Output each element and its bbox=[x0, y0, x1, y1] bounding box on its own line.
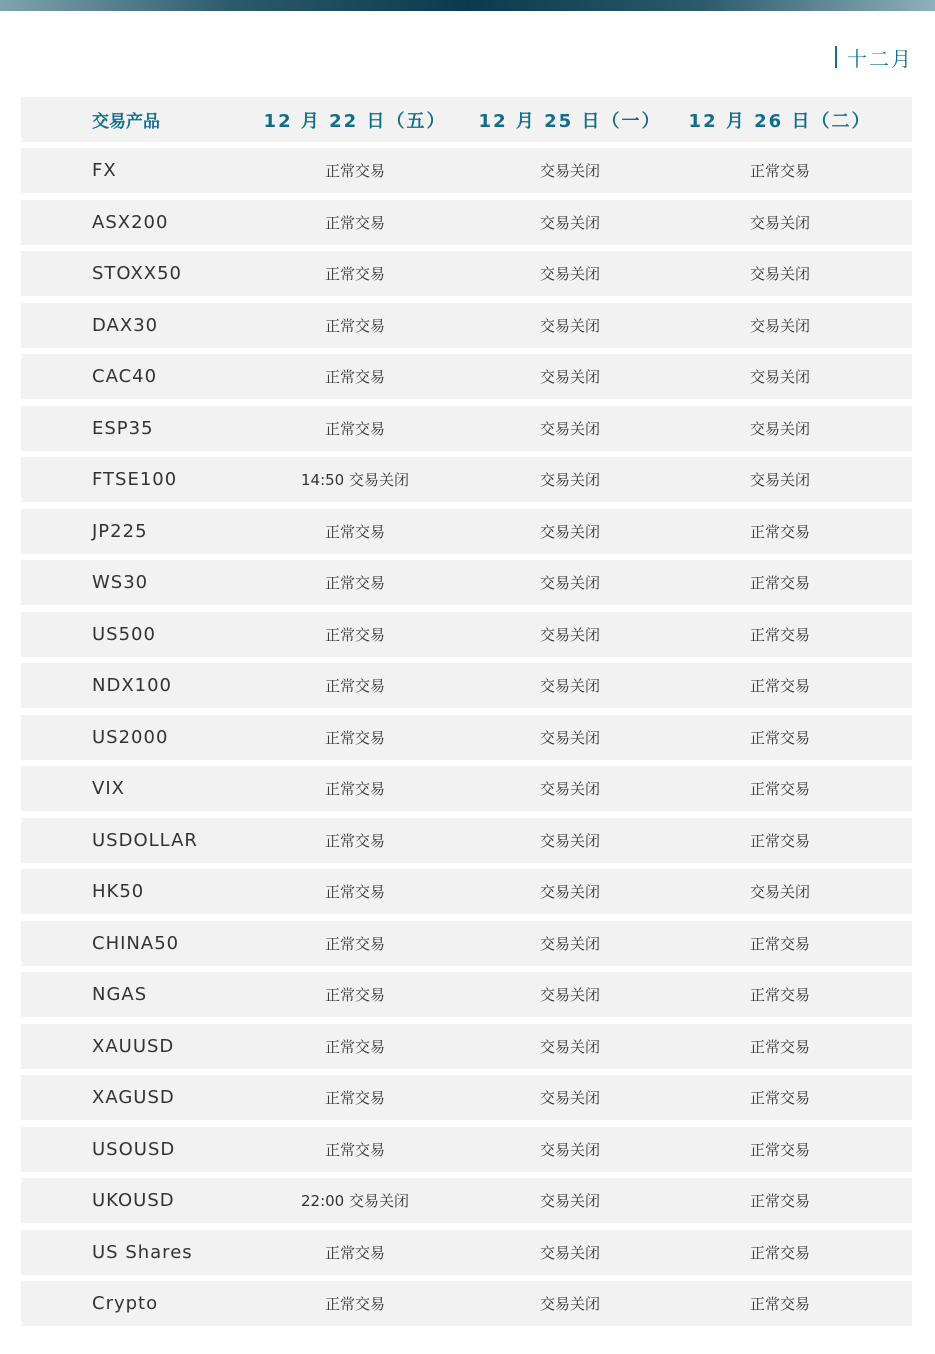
product-name-cell: XAGUSD bbox=[92, 1087, 175, 1108]
status-cell-date-2: 交易关闭 bbox=[539, 316, 600, 335]
table-row bbox=[21, 1127, 912, 1172]
status-cell-date-2: 交易关闭 bbox=[539, 883, 600, 901]
product-name-cell: US Shares bbox=[92, 1241, 193, 1263]
table-row bbox=[21, 663, 912, 708]
status-cell-date-3: 正常交易 bbox=[749, 831, 810, 850]
status-cell-date-1: 正常交易 bbox=[324, 522, 385, 541]
status-cell-date-1: 正常交易 bbox=[324, 831, 385, 850]
status-cell-date-3: 正常交易 bbox=[749, 986, 810, 1004]
month-label bbox=[835, 44, 913, 70]
status-cell-date-1: 14:50 交易关闭 bbox=[301, 471, 409, 489]
table-row bbox=[21, 354, 912, 399]
status-cell-date-2: 交易关闭 bbox=[539, 986, 600, 1004]
product-name-cell: XAUUSD bbox=[92, 1035, 175, 1057]
status-cell-date-1: 正常交易 bbox=[324, 677, 385, 695]
status-cell-date-2: 交易关闭 bbox=[539, 728, 600, 747]
status-cell-date-3: 交易关闭 bbox=[749, 471, 810, 489]
product-name-cell: NGAS bbox=[92, 984, 148, 1005]
status-cell-date-1: 正常交易 bbox=[324, 1295, 385, 1313]
product-name-cell: US500 bbox=[92, 623, 156, 645]
status-cell-date-1: 正常交易 bbox=[324, 265, 385, 283]
table-row bbox=[21, 869, 912, 914]
table-row bbox=[21, 406, 912, 451]
table-row bbox=[21, 303, 912, 348]
status-cell-date-1: 正常交易 bbox=[324, 986, 385, 1004]
product-name-cell: VIX bbox=[92, 778, 125, 799]
status-cell-date-3: 交易关闭 bbox=[749, 213, 810, 232]
status-cell-date-3: 正常交易 bbox=[749, 1243, 810, 1262]
product-name-cell: USOUSD bbox=[92, 1138, 176, 1160]
status-cell-date-1: 22:00 交易关闭 bbox=[301, 1192, 409, 1210]
product-name-cell: FX bbox=[92, 160, 117, 181]
table-row bbox=[21, 509, 912, 554]
holiday-trading-table bbox=[21, 97, 912, 1333]
product-name-cell: JP225 bbox=[92, 520, 148, 542]
status-cell-date-2: 交易关闭 bbox=[539, 162, 600, 180]
product-name-cell: CHINA50 bbox=[92, 932, 180, 954]
status-cell-date-1: 正常交易 bbox=[324, 1037, 385, 1056]
table-row bbox=[21, 457, 912, 502]
status-cell-date-1: 正常交易 bbox=[324, 213, 385, 232]
status-cell-date-3: 正常交易 bbox=[749, 625, 810, 644]
product-name-cell: HK50 bbox=[92, 881, 145, 902]
month-label-divider bbox=[835, 46, 837, 68]
status-cell-date-3: 正常交易 bbox=[749, 1192, 810, 1210]
table-row bbox=[21, 715, 912, 760]
status-cell-date-2: 交易关闭 bbox=[539, 574, 600, 592]
status-cell-date-2: 交易关闭 bbox=[539, 213, 600, 232]
status-cell-date-1: 正常交易 bbox=[324, 883, 385, 901]
status-cell-date-1: 正常交易 bbox=[324, 1089, 385, 1107]
status-cell-date-1: 正常交易 bbox=[324, 162, 385, 180]
status-cell-date-2: 交易关闭 bbox=[539, 1140, 600, 1159]
status-cell-date-1: 正常交易 bbox=[324, 316, 385, 335]
status-cell-date-3: 正常交易 bbox=[749, 1295, 810, 1313]
status-cell-date-3: 正常交易 bbox=[749, 1140, 810, 1159]
status-cell-date-3: 正常交易 bbox=[749, 1089, 810, 1107]
status-cell-date-2: 交易关闭 bbox=[539, 471, 600, 489]
status-cell-date-2: 交易关闭 bbox=[539, 265, 600, 283]
status-cell-date-3: 正常交易 bbox=[749, 1037, 810, 1056]
status-cell-date-1: 正常交易 bbox=[324, 1140, 385, 1159]
status-cell-date-3: 正常交易 bbox=[749, 934, 810, 953]
table-row bbox=[21, 251, 912, 296]
product-name-cell: STOXX50 bbox=[92, 263, 183, 284]
table-row bbox=[21, 972, 912, 1017]
status-cell-date-3: 交易关闭 bbox=[749, 316, 810, 335]
status-cell-date-3: 正常交易 bbox=[749, 574, 810, 592]
status-cell-date-2: 交易关闭 bbox=[539, 368, 600, 386]
product-name-cell: ESP35 bbox=[92, 417, 154, 439]
table-row bbox=[21, 818, 912, 863]
status-cell-date-2: 交易关闭 bbox=[539, 677, 600, 695]
table-row bbox=[21, 560, 912, 605]
status-cell-date-2: 交易关闭 bbox=[539, 780, 600, 798]
status-cell-date-2: 交易关闭 bbox=[539, 419, 600, 438]
header-date-1: 12 月 22 日（五） bbox=[263, 110, 447, 132]
header-date-3: 12 月 26 日（二） bbox=[688, 110, 872, 132]
table-row bbox=[21, 200, 912, 245]
status-cell-date-3: 交易关闭 bbox=[749, 368, 810, 386]
table-row bbox=[21, 612, 912, 657]
table-row bbox=[21, 1178, 912, 1223]
status-cell-date-2: 交易关闭 bbox=[539, 1295, 600, 1313]
status-cell-date-3: 交易关闭 bbox=[749, 883, 810, 901]
product-name-cell: ASX200 bbox=[92, 211, 169, 233]
product-name-cell: DAX30 bbox=[92, 314, 159, 336]
month-label-text: 十二月 bbox=[847, 46, 913, 71]
status-cell-date-2: 交易关闭 bbox=[539, 831, 600, 850]
table-header-row bbox=[21, 97, 912, 142]
product-name-cell: NDX100 bbox=[92, 675, 173, 696]
table-body bbox=[21, 148, 912, 1326]
status-cell-date-2: 交易关闭 bbox=[539, 1243, 600, 1262]
status-cell-date-1: 正常交易 bbox=[324, 368, 385, 386]
product-name-cell: CAC40 bbox=[92, 366, 158, 387]
status-cell-date-2: 交易关闭 bbox=[539, 1037, 600, 1056]
status-cell-date-3: 正常交易 bbox=[749, 728, 810, 747]
product-name-cell: US2000 bbox=[92, 726, 169, 748]
status-cell-date-2: 交易关闭 bbox=[539, 625, 600, 644]
table-row bbox=[21, 1024, 912, 1069]
status-cell-date-2: 交易关闭 bbox=[539, 1192, 600, 1210]
status-cell-date-3: 正常交易 bbox=[749, 162, 810, 180]
table-row bbox=[21, 1075, 912, 1120]
status-cell-date-3: 正常交易 bbox=[749, 780, 810, 798]
product-name-cell: FTSE100 bbox=[92, 469, 178, 490]
status-cell-date-2: 交易关闭 bbox=[539, 934, 600, 953]
product-name-cell: WS30 bbox=[92, 572, 149, 593]
status-cell-date-2: 交易关闭 bbox=[539, 1089, 600, 1107]
status-cell-date-1: 正常交易 bbox=[324, 934, 385, 953]
status-cell-date-3: 正常交易 bbox=[749, 522, 810, 541]
status-cell-date-1: 正常交易 bbox=[324, 780, 385, 798]
top-gradient-bar bbox=[0, 0, 935, 11]
table-row bbox=[21, 1281, 912, 1326]
product-name-cell: UKOUSD bbox=[92, 1190, 175, 1211]
table-row bbox=[21, 921, 912, 966]
status-cell-date-1: 正常交易 bbox=[324, 728, 385, 747]
status-cell-date-3: 交易关闭 bbox=[749, 419, 810, 438]
status-cell-date-2: 交易关闭 bbox=[539, 522, 600, 541]
product-name-cell: USDOLLAR bbox=[92, 829, 198, 851]
status-cell-date-1: 正常交易 bbox=[324, 625, 385, 644]
status-cell-date-1: 正常交易 bbox=[324, 1243, 385, 1262]
header-date-2: 12 月 25 日（一） bbox=[478, 110, 662, 132]
status-cell-date-1: 正常交易 bbox=[324, 419, 385, 438]
table-row bbox=[21, 766, 912, 811]
header-product: 交易产品 bbox=[92, 112, 160, 132]
product-name-cell: Crypto bbox=[92, 1293, 159, 1314]
status-cell-date-3: 交易关闭 bbox=[749, 265, 810, 283]
status-cell-date-1: 正常交易 bbox=[324, 574, 385, 592]
table-row bbox=[21, 148, 912, 193]
table-row bbox=[21, 1230, 912, 1275]
status-cell-date-3: 正常交易 bbox=[749, 677, 810, 695]
